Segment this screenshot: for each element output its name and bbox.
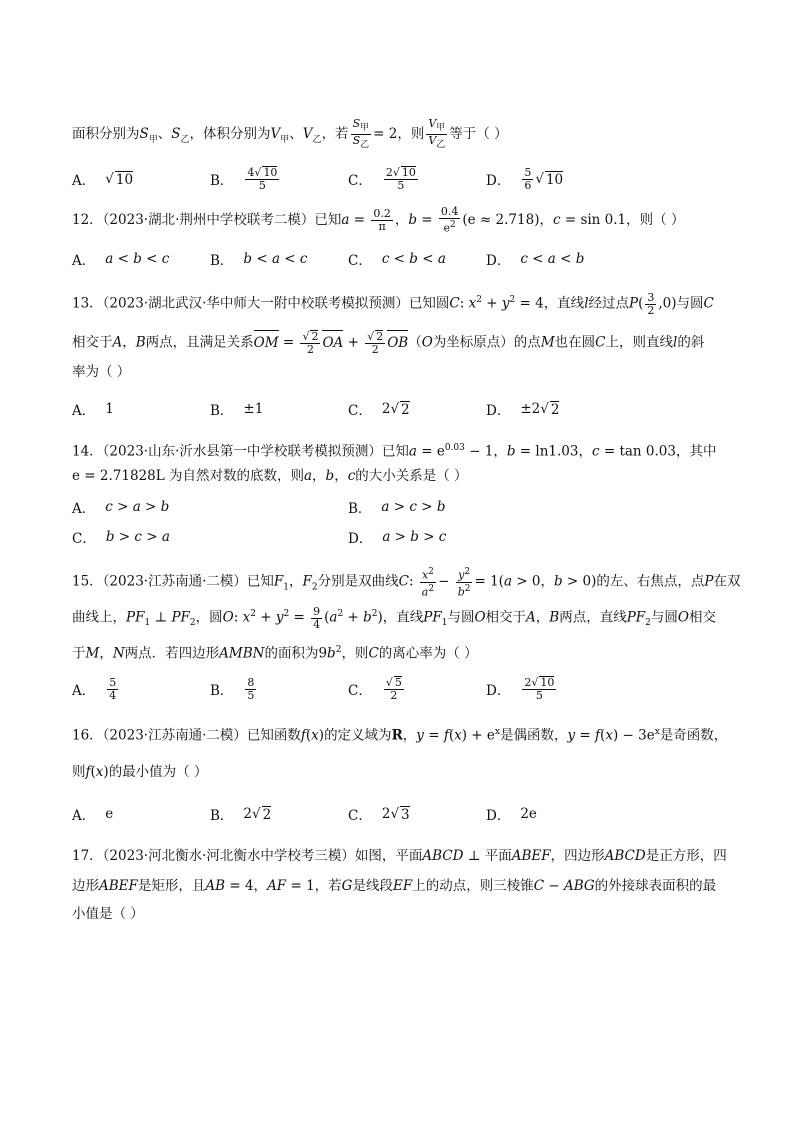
q14-option-b[interactable]: B． a > c > b [348,499,446,517]
q15-option-a[interactable]: A． $\frac{5}{4}$ [72,675,117,702]
q17-stem-line1: 17．（2023·河北衡水·河北衡水中学校考三模）如图，平面ABCD ⊥ 平面ABEF，四边形ABCD是正方形，四 [72,848,727,864]
q13-stem-line3: 率为（ ） [72,364,131,380]
q15-stem-line3: 于M，N两点．若四边形AMBN的面积为$9b^2$，则C的离心率为（ ） [72,645,478,662]
q16-option-d[interactable]: D． 2e [486,806,537,824]
q16-stem-line2: 则f(x)的最小值为（ ） [72,764,208,780]
q14-options-row2 [72,522,732,552]
q14-stem-line1: 14．（2023·山东·沂水县第一中学校联考模拟预测）已知$a = e^{0.03} - 1$，b = ln1.03，c = tan 0.03，其中 [72,443,717,460]
q14-option-c[interactable]: C． b > c > a [72,529,170,547]
q12-option-b[interactable]: B． b < a < c [210,251,308,269]
q16-options [72,799,732,829]
q11-stem: 面积分别为$S_甲$、$S_乙$，体积分别为$V_甲$、$V_乙$，若 $\frac{S_甲}{S_乙}$ = 2，则 $\frac{V_甲}{V_乙}$ 等于（ ） [72,117,508,151]
q14-stem-line2: e = 2.71828L 为自然对数的底数，则a，b，c的大小关系是（ ） [72,468,468,484]
q16-stem-line1: 16．（2023·江苏南通·二模）已知函数f(x)的定义域为R，$y = f(x) + e^x$是偶函数，$y = f(x) - 3e^x$是奇函数， [72,727,728,744]
q12-options [72,244,732,274]
q15-options [72,674,732,704]
q15-stem-line2: 曲线上，$PF_1$ ⊥ $PF_2$，圆O: $x^2 + y^2$ = $\frac{9}{4}$ $(a^2 + b^2)$，直线$PF_1$与圆O相交于A，B两点，直线$PF_2$与圆O相交 [72,604,716,631]
q11-options [72,164,732,194]
q13-stem-line1: 13．（2023·湖北武汉·华中师大一附中校联考模拟预测）已知圆C: $x^2 + y^2 = 4$，直线l经过点P( $\frac{3}{2}$ ,0)与圆C [72,290,714,317]
q16-option-c[interactable]: C． 2 √ 3 [348,806,410,824]
q13-stem-line2: 相交于A，B两点，且满足关系OM = $\frac{√ 2}{2}$ OA + $\frac{√ 2}{2}$ OB（O为坐标原点）的点M也在圆C上，则直线l的斜 [72,330,705,356]
q13-option-c[interactable]: C． 2 √ 2 [348,401,410,419]
q15-option-d[interactable]: D． $\frac{2√ 10}{5}$ [486,676,555,702]
q12-stem: 12．（2023·湖北·荆州中学校联考二模）已知a = $\frac{0.2}{\pi}$ ，b = $\frac{0.4}{e^2}$ (e ≈ 2.718)，c = sin 0.1，则（ ） [72,205,685,235]
q15-option-b[interactable]: B． $\frac{8}{5}$ [210,675,255,702]
q16-option-b[interactable]: B． 2 √ 2 [210,806,272,824]
q12-option-d[interactable]: D． c < a < b [486,251,585,269]
q12-option-c[interactable]: C． c < b < a [348,251,446,269]
q13-option-d[interactable]: D． ±2 √ 2 [486,401,560,419]
q11-option-b[interactable]: B． $\frac{4√ 10}{5}$ [210,166,278,192]
q11-option-c[interactable]: C． $\frac{2√ 10}{5}$ [348,166,416,192]
q12-option-a[interactable]: A． a < b < c [72,251,170,269]
q14-options [72,492,732,522]
q16-option-a[interactable]: A． e [72,806,114,824]
q17-stem-line3: 小值是（ ） [72,906,144,922]
q13-options [72,394,732,424]
q11-option-a[interactable]: A． √ 10 [72,171,134,189]
q13-option-b[interactable]: B． ±1 [210,401,264,419]
q14-option-a[interactable]: A． c > a > b [72,499,170,517]
q11-option-d[interactable]: D． $\frac{5}{6}$ √ 10 [486,165,564,192]
q15-stem-line1: 15．（2023·江苏南通·二模）已知$F_1$，$F_2$分别是双曲线C: $\frac{x^2}{a^2}$ − $\frac{y^2}{b^2}$ = 1(a > 0，b > 0)的左、右焦点，点P在双 [72,567,741,599]
q13-option-a[interactable]: A． 1 [72,401,114,419]
q17-stem-line2: 边形ABEF是矩形，且AB = 4，AF = 1，若G是线段EF上的动点，则三棱锥C − ABG的外接球表面积的最 [72,878,717,894]
q14-option-d[interactable]: D． a > b > c [348,529,447,547]
q15-option-c[interactable]: C． $\frac{√ 5}{2}$ [348,676,402,702]
